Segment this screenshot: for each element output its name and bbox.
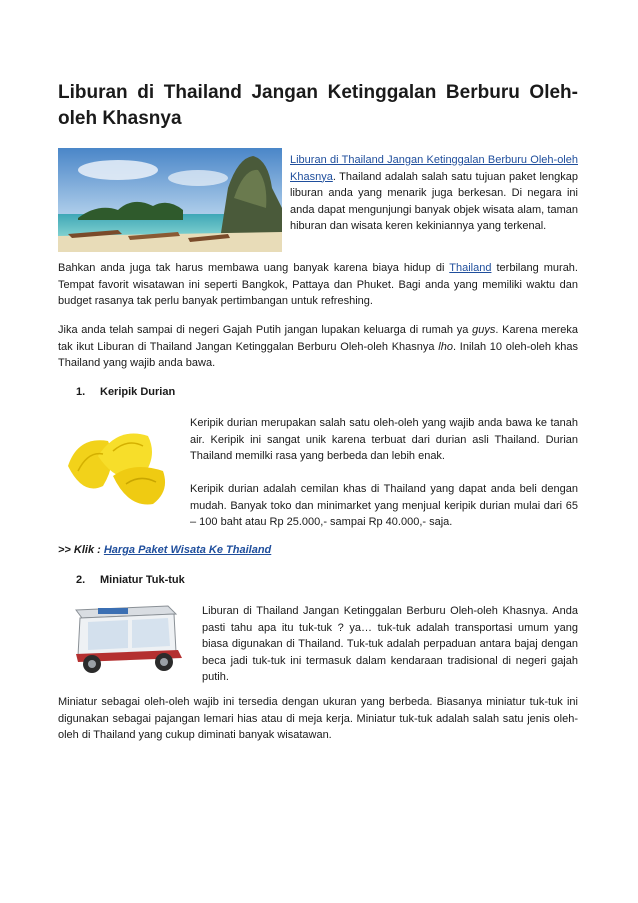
klik-prefix: >> Klik : [58, 544, 104, 556]
beach-photo [58, 148, 282, 252]
tuktuk-miniature-photo [58, 600, 192, 680]
intro-text: . Thailand adalah salah satu tujuan paket lengkap liburan anda yang menarik juga berkesan. Di negara ini anda dapat mengunjungi banyak objek wisata alam, taman hiburan dan wisata keren kekiniannya yang terkenal. [290, 170, 578, 232]
item-2-heading: Miniatur Tuk-tuk [100, 574, 185, 586]
item-1-number: 1. [76, 386, 86, 398]
paragraph-1-after: terbilang murah. Tempat favorit wisatawan ini seperti Bangkok, Pattaya dan Phuket. Bagi anda yang memiliki waktu dan budget rasanya tak perlu banyak pertimbangan untuk refreshing. [58, 262, 578, 307]
paragraph-1 [58, 260, 578, 310]
item-1-paragraph-1: Keripik durian merupakan salah satu oleh-oleh yang wajib anda bawa ke tanah air. Keripik ini sangat unik karena terbuat dari durian asli Thailand. Durian Thailand memilki rasa yang berbeda dan lebih enak. [190, 417, 578, 462]
beach-illustration [58, 148, 282, 252]
item-2-paragraph-1: Liburan di Thailand Jangan Ketinggalan Berburu Oleh-oleh Khasnya. Anda pasti tahu apa itu tuk-tuk ? ya… tuk-tuk adalah transportasi umum yang biasa digunakan di Thailand. Tuk-tuk adalah perpaduan antara bajaj dengan beca jadi tuk-tuk ini termasuk dalam kendaraan tradisional di negeri gajah putih. [202, 605, 578, 683]
paragraph-3: Miniatur sebagai oleh-oleh wajib ini tersedia dengan ukuran yang berbeda. Biasanya miniatur tuk-tuk ini digunakan sebagai pajangan lemari hias atau di meja kerja. Miniatur tuk-tuk adalah salah satu jenis oleh-oleh di Thailand yang cukup diminati banyak wisatawan. [58, 696, 578, 741]
page-title: Liburan di Thailand Jangan Ketinggalan Berburu Oleh-oleh Khasnya [58, 82, 578, 129]
paragraph-2-guys: guys [472, 324, 496, 336]
paragraph-2 [58, 322, 578, 372]
item-1-heading: Keripik Durian [100, 386, 176, 398]
item-2-number: 2. [76, 574, 86, 586]
paragraph-2-lho: lho [438, 340, 453, 353]
tuktuk-illustration [58, 600, 192, 680]
item-2-heading-row [76, 572, 185, 589]
intro-paragraph [290, 152, 578, 235]
item-1-heading-row [76, 384, 175, 401]
paragraph-2-c: . Karena mereka tak ikut Liburan di Thailand Jangan Ketinggalan Berburu Oleh-oleh Khasnya [58, 324, 578, 353]
intro-link[interactable]: Liburan di Thailand Jangan Ketinggalan Berburu Oleh-oleh Khasnya [290, 154, 578, 183]
paragraph-2-a: Jika anda telah sampai di negeri Gajah Putih jangan lupakan keluarga di rumah ya [58, 324, 473, 336]
item-1-paragraph-2: Keripik durian adalah cemilan khas di Thailand yang dapat anda beli dengan mudah. Banyak toko dan minimarket yang menjual keripik durian mulai dari 65 – 100 baht atau Rp 25.000,- sampai Rp 40.000,- saja. [190, 483, 578, 528]
harga-paket-link[interactable]: Harga Paket Wisata Ke Thailand [103, 544, 272, 556]
klik-row [58, 542, 271, 559]
paragraph-2-e: . Inilah 10 oleh-oleh khas Thailand yang wajib anda bawa. [58, 340, 579, 369]
thailand-link[interactable]: Thailand [449, 262, 492, 274]
durian-chips-photo [58, 416, 180, 512]
paragraph-1-before: Bahkan anda juga tak harus membawa uang banyak karena biaya hidup di [58, 262, 450, 274]
durian-chips-illustration [58, 416, 180, 512]
